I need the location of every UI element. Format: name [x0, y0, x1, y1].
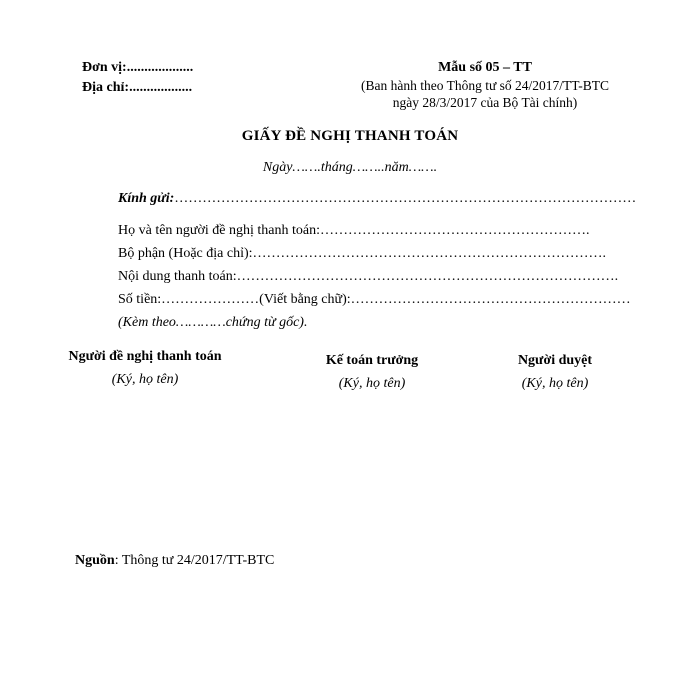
content-dots: ………………………………………………………………………. — [236, 269, 619, 284]
addressee-line — [118, 191, 636, 207]
department-line — [118, 246, 606, 262]
requester-label: Họ và tên người đề nghị thanh toán: — [118, 223, 321, 238]
requester-dots: …………………………………………………. — [320, 223, 590, 238]
unit-line — [82, 60, 193, 76]
document-title: GIẤY ĐỀ NGHỊ THANH TOÁN — [241, 128, 459, 144]
issued-by-line-2: ngày 28/3/2017 của Bộ Tài chính) — [392, 95, 578, 110]
source-text: : Thông tư 24/2017/TT-BTC — [114, 553, 275, 568]
signature-title-chief-accountant: Kế toán trưởng — [325, 353, 419, 368]
department-dots: …………………………………………………………………. — [252, 246, 607, 261]
amount-line — [118, 292, 631, 308]
amount-words-dots: …………………………………………………… — [350, 292, 631, 307]
source-line — [75, 553, 274, 569]
unit-label: Đơn vị: — [82, 60, 127, 75]
address-label: Địa chỉ: — [82, 80, 130, 95]
amount-label: Số tiền: — [118, 292, 162, 307]
signature-title-requester: Người đề nghị thanh toán — [68, 349, 222, 364]
department-label: Bộ phận (Hoặc địa chỉ): — [118, 246, 253, 261]
addressee-dots: ……………………………………………………………………………………… — [174, 191, 637, 206]
signature-subtitle-chief-accountant: (Ký, họ tên) — [338, 376, 406, 391]
form-number: Mẫu số 05 – TT — [438, 60, 532, 75]
amount-words-label: (Viết bằng chữ): — [259, 292, 351, 307]
unit-value: ................... — [126, 60, 194, 75]
address-line — [82, 80, 192, 96]
signature-title-approver: Người duyệt — [517, 353, 593, 368]
signature-subtitle-requester: (Ký, họ tên) — [111, 372, 179, 387]
address-value: .................. — [129, 80, 193, 95]
amount-dots: ………………… — [161, 292, 260, 307]
attachment-line: (Kèm theo…………chứng từ gốc). — [118, 315, 308, 330]
date-line: Ngày…….tháng……..năm……. — [262, 160, 438, 175]
addressee-label: Kính gửi: — [118, 191, 175, 206]
signature-subtitle-approver: (Ký, họ tên) — [521, 376, 589, 391]
source-label: Nguồn — [75, 553, 115, 568]
content-label: Nội dung thanh toán: — [118, 269, 237, 284]
issued-by-line-1: (Ban hành theo Thông tư số 24/2017/TT-BTC — [360, 78, 610, 93]
content-line — [118, 269, 618, 285]
requester-line — [118, 223, 590, 239]
